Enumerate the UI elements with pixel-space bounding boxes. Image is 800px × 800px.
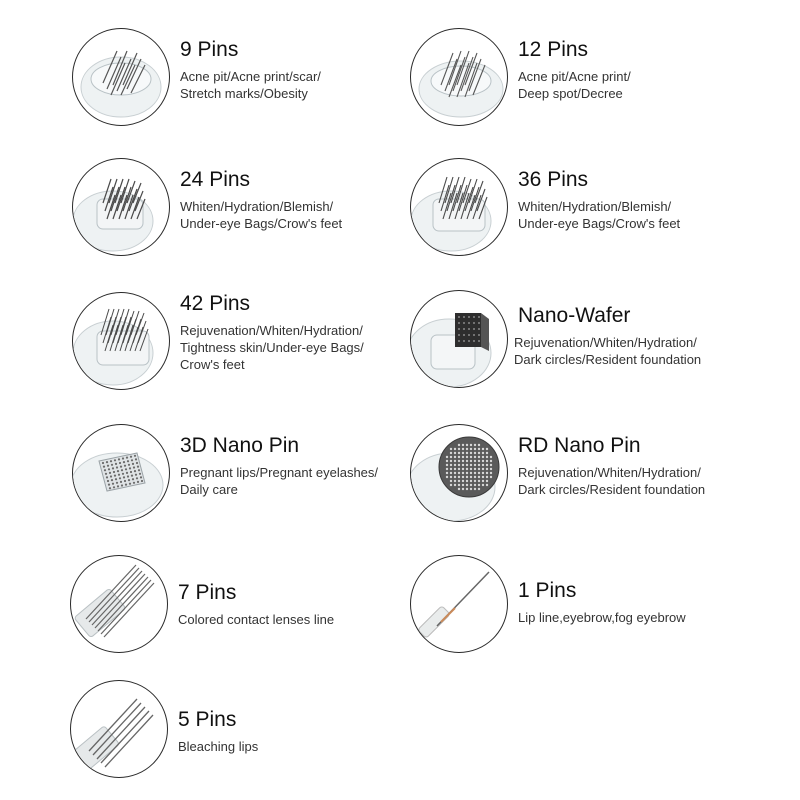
3d-nano-pin-icon — [72, 424, 170, 522]
item-title: 5 Pins — [178, 708, 237, 731]
item-description: Acne pit/Acne print/ Deep spot/Decree — [518, 69, 631, 101]
item-description: Rejuvenation/Whiten/Hydration/ Tightness skin/Under-eye Bags/ Crow's feet — [180, 323, 364, 372]
item-title: 36 Pins — [518, 168, 589, 191]
item-title: 7 Pins — [178, 581, 237, 604]
item-title: Nano-Wafer — [518, 304, 631, 327]
cartridge-item-42-pins — [72, 282, 452, 397]
needle-item-5-pins — [70, 680, 450, 795]
item-description: Bleaching lips — [178, 739, 259, 754]
rd-nano-pin-icon — [410, 424, 508, 522]
needle-7-pins-icon — [70, 555, 168, 653]
item-title: 24 Pins — [180, 168, 251, 191]
nano-wafer-icon — [410, 290, 508, 388]
item-title: 9 Pins — [180, 38, 239, 61]
cartridge-item-rd-nano-pin — [410, 424, 790, 539]
needle-item-1-pin — [410, 555, 790, 670]
cartridge-24-pins-icon — [72, 158, 170, 256]
cartridge-36-pins-icon — [410, 158, 508, 256]
item-description: Rejuvenation/Whiten/Hydration/ Dark circles/Resident foundation — [518, 465, 706, 497]
cartridge-12-pins-icon — [410, 28, 508, 126]
cartridge-item-12-pins — [410, 28, 790, 143]
cartridge-9-pins-icon — [72, 28, 170, 126]
item-title: 42 Pins — [180, 292, 251, 315]
cartridge-item-36-pins — [410, 158, 790, 273]
cartridge-item-nano-wafer — [410, 290, 790, 405]
cartridge-42-pins-icon — [72, 292, 170, 390]
item-description: Colored contact lenses line — [178, 612, 335, 627]
item-description: Rejuvenation/Whiten/Hydration/ Dark circles/Resident foundation — [514, 335, 702, 367]
item-description: Pregnant lips/Pregnant eyelashes/ Daily care — [180, 465, 379, 497]
needle-5-pins-icon — [70, 680, 168, 778]
needle-item-7-pins — [70, 555, 450, 670]
item-title: 1 Pins — [518, 579, 577, 602]
item-description: Whiten/Hydration/Blemish/ Under-eye Bags/Crow's feet — [180, 199, 343, 231]
cartridge-item-3d-nano-pin — [72, 424, 452, 539]
cartridge-item-9-pins — [72, 28, 452, 143]
item-description: Lip line,eyebrow,fog eyebrow — [518, 610, 686, 625]
needle-1-pin-icon — [410, 555, 508, 653]
item-description: Whiten/Hydration/Blemish/ Under-eye Bags/Crow's feet — [518, 199, 681, 231]
item-title: RD Nano Pin — [518, 434, 641, 457]
item-title: 12 Pins — [518, 38, 589, 61]
item-description: Acne pit/Acne print/scar/ Stretch marks/Obesity — [180, 69, 321, 101]
cartridge-item-24-pins — [72, 158, 452, 273]
item-title: 3D Nano Pin — [180, 434, 300, 457]
